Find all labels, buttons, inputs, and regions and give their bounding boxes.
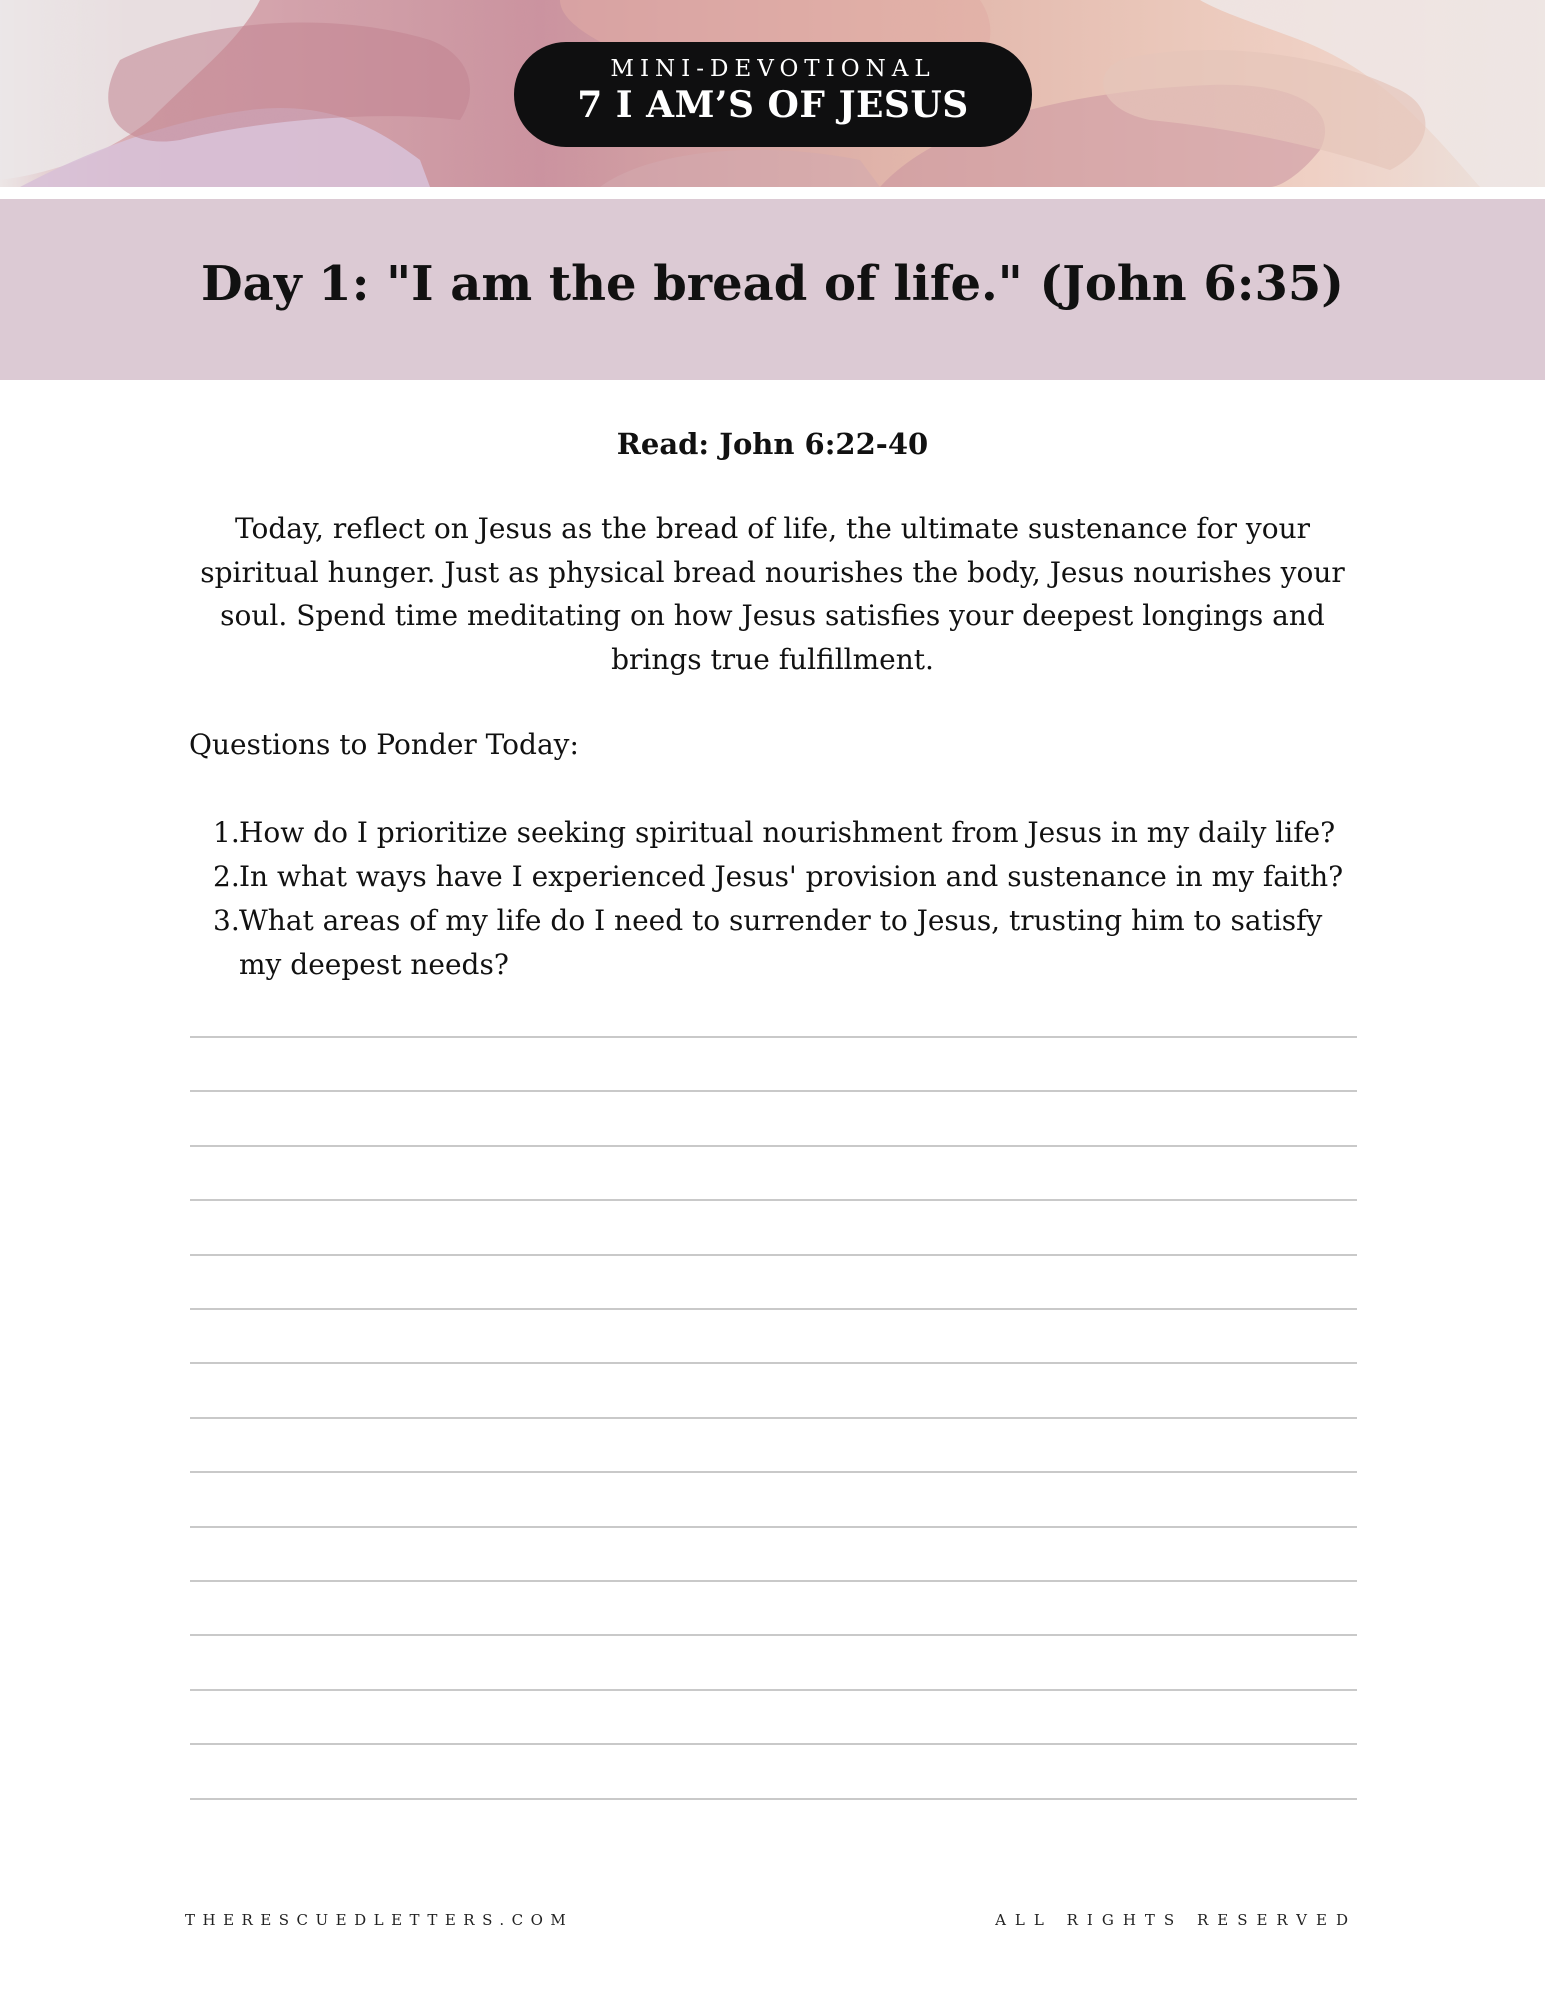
- intro-paragraph: Today, reflect on Jesus as the bread of life, the ultimate sustenance for your spiritual hunger. Just as physical bread nourishes the body, Jesus nourishes your soul. Spend time meditating on how Jesus satisfies your deepest longings and brings true fulfillment.: [200, 512, 1345, 676]
- journal-line: [190, 1634, 1357, 1636]
- journal-line: [190, 1798, 1357, 1800]
- questions-list: [189, 811, 1359, 987]
- question-item: [189, 899, 1359, 987]
- question-item: [189, 855, 1359, 899]
- title-pill: [514, 42, 1032, 147]
- question-text: In what ways have I experienced Jesus' provision and sustenance in my faith?: [239, 860, 1344, 893]
- journal-line: [190, 1036, 1357, 1038]
- day-title: Day 1: "I am the bread of life." (John 6:35): [200, 256, 1345, 312]
- reading-reference: Read: John 6:22-40: [616, 427, 929, 461]
- question-item: [189, 811, 1359, 855]
- pill-title: 7 I AM’S OF JESUS: [577, 84, 969, 126]
- journal-line: [190, 1090, 1357, 1092]
- footer-website: THERESCUEDLETTERS.COM: [185, 1911, 574, 1929]
- journal-line: [190, 1417, 1357, 1419]
- journal-line: [190, 1145, 1357, 1147]
- question-text: How do I prioritize seeking spiritual nourishment from Jesus in my daily life?: [239, 816, 1336, 849]
- journal-line: [190, 1689, 1357, 1691]
- pill-subtitle: MINI-DEVOTIONAL: [610, 56, 936, 82]
- journal-line: [190, 1743, 1357, 1745]
- question-number: 3.: [213, 904, 240, 937]
- journal-line: [190, 1199, 1357, 1201]
- journal-line: [190, 1254, 1357, 1256]
- journal-line: [190, 1362, 1357, 1364]
- footer-rights: ALL RIGHTS RESERVED: [995, 1911, 1357, 1929]
- header-divider: [0, 187, 1545, 199]
- journal-line: [190, 1526, 1357, 1528]
- journal-line: [190, 1308, 1357, 1310]
- question-text: What areas of my life do I need to surrender to Jesus, trusting him to satisfy my deepest needs?: [239, 904, 1323, 981]
- journal-line: [190, 1580, 1357, 1582]
- question-number: 1.: [213, 816, 240, 849]
- question-number: 2.: [213, 860, 240, 893]
- questions-heading: Questions to Ponder Today:: [189, 728, 579, 761]
- journal-line: [190, 1471, 1357, 1473]
